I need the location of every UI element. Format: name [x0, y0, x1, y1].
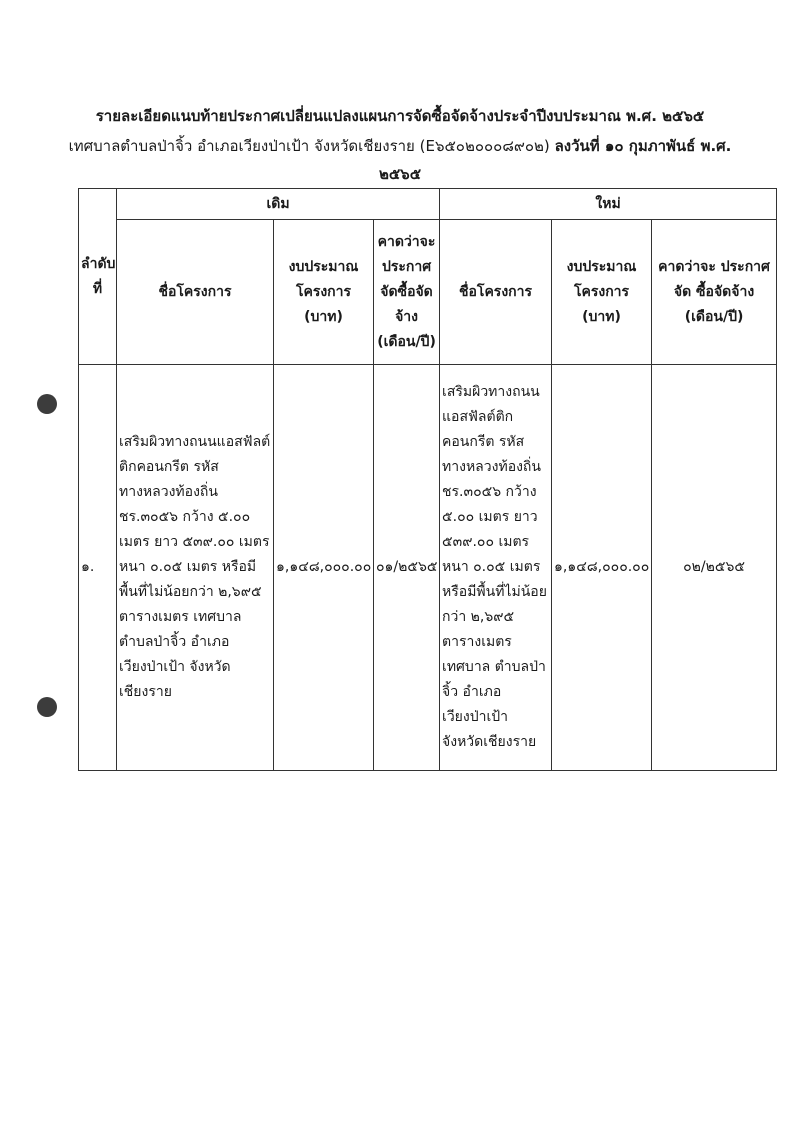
row-new-project-name: เสริมผิวทางถนนแอสฟัลต์ติกคอนกรีต รหัสทางหลวงท้องถิ่น ชร.๓๐๕๖ กว้าง ๕.๐๐ เมตร ยาว ๕๓๙.๐๐ เมตร หนา ๐.๐๕ เมตร หรือมีพื้นที่ไม่น้อยกว่า ๒,๖๙๕ ตารางเมตร เทศบาล ตำบลป่าจิ้ว อำเภอเวียงป่าเป้า จังหวัดเชียงราย [440, 365, 552, 771]
document-title: รายละเอียดแนบท้ายประกาศเปลี่ยนแปลงแผนการจัดซื้อจัดจ้างประจำปีงบประมาณ พ.ศ. ๒๕๖๕ [95, 107, 705, 125]
row-seq: ๑. [79, 365, 117, 771]
header-old-name: ชื่อโครงการ [117, 220, 274, 365]
header-old-budget: งบประมาณ โครงการ (บาท) [274, 220, 374, 365]
punch-hole-top [37, 394, 57, 414]
header-old-expected: คาดว่าจะ ประกาศ จัดซื้อจัด จ้าง (เดือน/ปี) [374, 220, 440, 365]
table-row [79, 365, 777, 771]
row-new-expected-date: ๐๒/๒๕๖๕ [652, 365, 777, 771]
announcement-date: ลงวันที่ ๑๐ กุมภาพันธ์ พ.ศ. [554, 137, 732, 155]
row-old-budget: ๑,๑๔๘,๐๐๐.๐๐ [274, 365, 374, 771]
header-group-new: ใหม่ [440, 189, 777, 220]
row-old-expected-date: ๐๑/๒๕๖๕ [374, 365, 440, 771]
procurement-plan-table [78, 188, 777, 771]
announcement-year: ๒๕๖๕ [378, 165, 422, 183]
header-new-budget: งบประมาณ โครงการ (บาท) [552, 220, 652, 365]
organization-name: เทศบาลตำบลป่าจิ้ว อำเภอเวียงป่าเป้า จังหวัดเชียงราย (E๖๕๐๒๐๐๐๘๙๐๒) [68, 137, 550, 155]
punch-hole-bottom [37, 697, 57, 717]
header-group-old: เดิม [117, 189, 440, 220]
row-new-budget: ๑,๑๔๘,๐๐๐.๐๐ [552, 365, 652, 771]
header-columns-row [79, 220, 777, 365]
header-new-expected: คาดว่าจะ ประกาศจัด ซื้อจัดจ้าง (เดือน/ปี) [652, 220, 777, 365]
header-seq: ลำดับ ที่ [79, 189, 117, 365]
header-new-name: ชื่อโครงการ [440, 220, 552, 365]
row-old-project-name: เสริมผิวทางถนนแอสฟัลต์ติกคอนกรีต รหัสทางหลวงท้องถิ่น ชร.๓๐๕๖ กว้าง ๕.๐๐ เมตร ยาว ๕๓๙.๐๐ เมตร หนา ๐.๐๕ เมตร หรือมีพื้นที่ไม่น้อยกว่า ๒,๖๙๕ ตารางเมตร เทศบาลตำบลป่าจิ้ว อำเภอเวียงป่าเป้า จังหวัดเชียงราย [117, 365, 274, 771]
document-subtitle [0, 134, 800, 158]
header-group-row [79, 189, 777, 220]
